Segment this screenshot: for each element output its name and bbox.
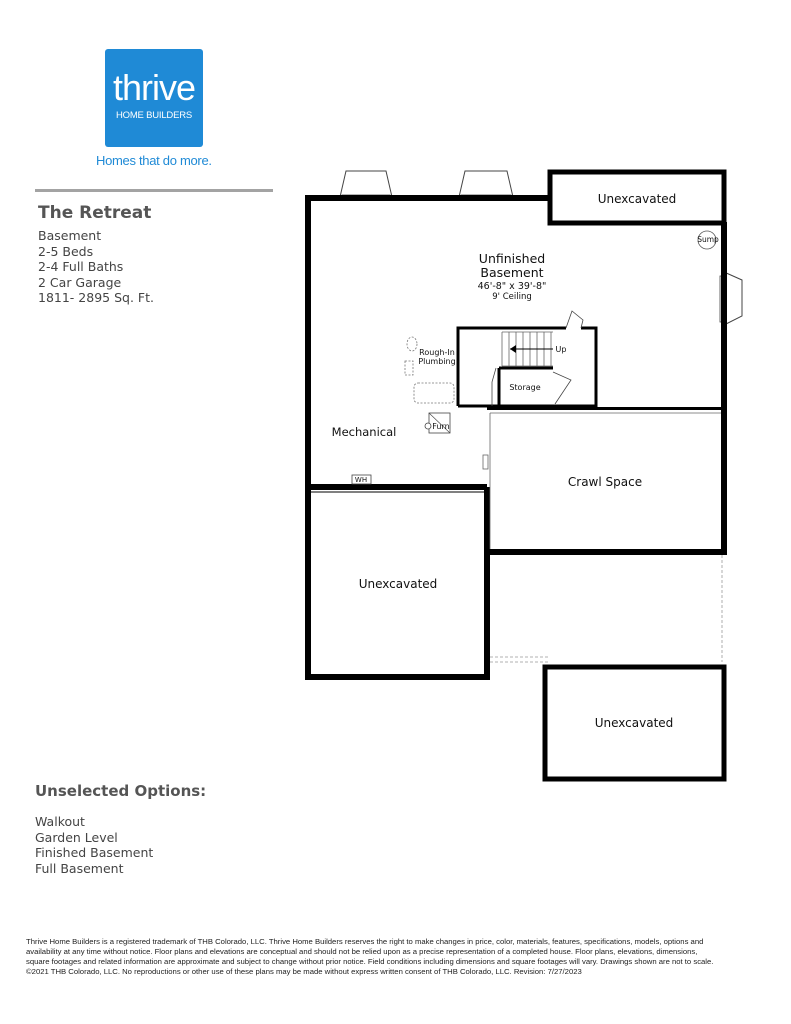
mechanical-label: Mechanical	[331, 425, 397, 439]
rough-in-label-1: Rough-In	[419, 348, 455, 357]
water-heater-label: WH	[354, 476, 368, 484]
unexcavated-bottom-label: Unexcavated	[594, 716, 674, 730]
legal-disclaimer: Thrive Home Builders is a registered trademark of THB Colorado, LLC. Thrive Home Builders reserves the right to make changes in price, color, materials, features, specifications, models, options and availability at any time without notice. Floor plans and elevations are conceptual and should not be relied upon as a precise representation of a completed house. Floor plans, elevations, dimensions, square footages and related information are approximate and subject to change without prior notice. Field conditions including dimensions and square footages will vary. Drawings shown are not to scale. ©2021 THB Colorado, LLC. No reproductions or other use of these plans may be made without express written consent of THB Colorado, LLC. Revision: 7/27/2023	[26, 937, 714, 976]
plan-beds: 2-5 Beds	[38, 243, 94, 259]
unfinished-basement-label-2: Basement	[480, 265, 544, 280]
brand-tagline: Homes that do more.	[96, 153, 212, 168]
unexcavated-top-label: Unexcavated	[597, 192, 677, 206]
unexcavated-left-label: Unexcavated	[358, 577, 438, 591]
garage-outline	[490, 555, 722, 662]
options-list	[35, 814, 153, 876]
plan-garage: 2 Car Garage	[38, 274, 122, 290]
logo-subtitle: HOME BUILDERS	[115, 110, 193, 121]
ceiling-height: 9' Ceiling	[492, 292, 532, 302]
basement-dimensions: 46'-8" x 39'-8"	[477, 281, 547, 292]
option-item: Full Basement	[35, 860, 124, 876]
options-heading: Unselected Options:	[35, 782, 207, 800]
plan-level: Basement	[38, 228, 102, 243]
option-item: Garden Level	[35, 829, 118, 845]
logo-wordmark: thrive	[112, 67, 196, 108]
sump-label: Sump	[697, 235, 719, 244]
crawl-space-label: Crawl Space	[567, 475, 643, 489]
rough-in-label-2: Plumbing	[418, 357, 456, 366]
furnace-label: Furn	[432, 422, 450, 431]
plan-title: The Retreat	[38, 203, 152, 223]
option-item: Finished Basement	[35, 845, 154, 860]
crawl-access-door	[483, 455, 488, 469]
plan-sqft: 1811- 2895 Sq. Ft.	[38, 290, 154, 305]
option-item: Walkout	[35, 814, 85, 829]
plan-baths: 2-4 Full Baths	[38, 259, 124, 274]
storage-label: Storage	[509, 383, 541, 392]
unfinished-basement-label-1: Unfinished	[478, 251, 546, 266]
stairs-up-label: Up	[555, 345, 567, 354]
rough-in-fixtures	[405, 337, 454, 403]
